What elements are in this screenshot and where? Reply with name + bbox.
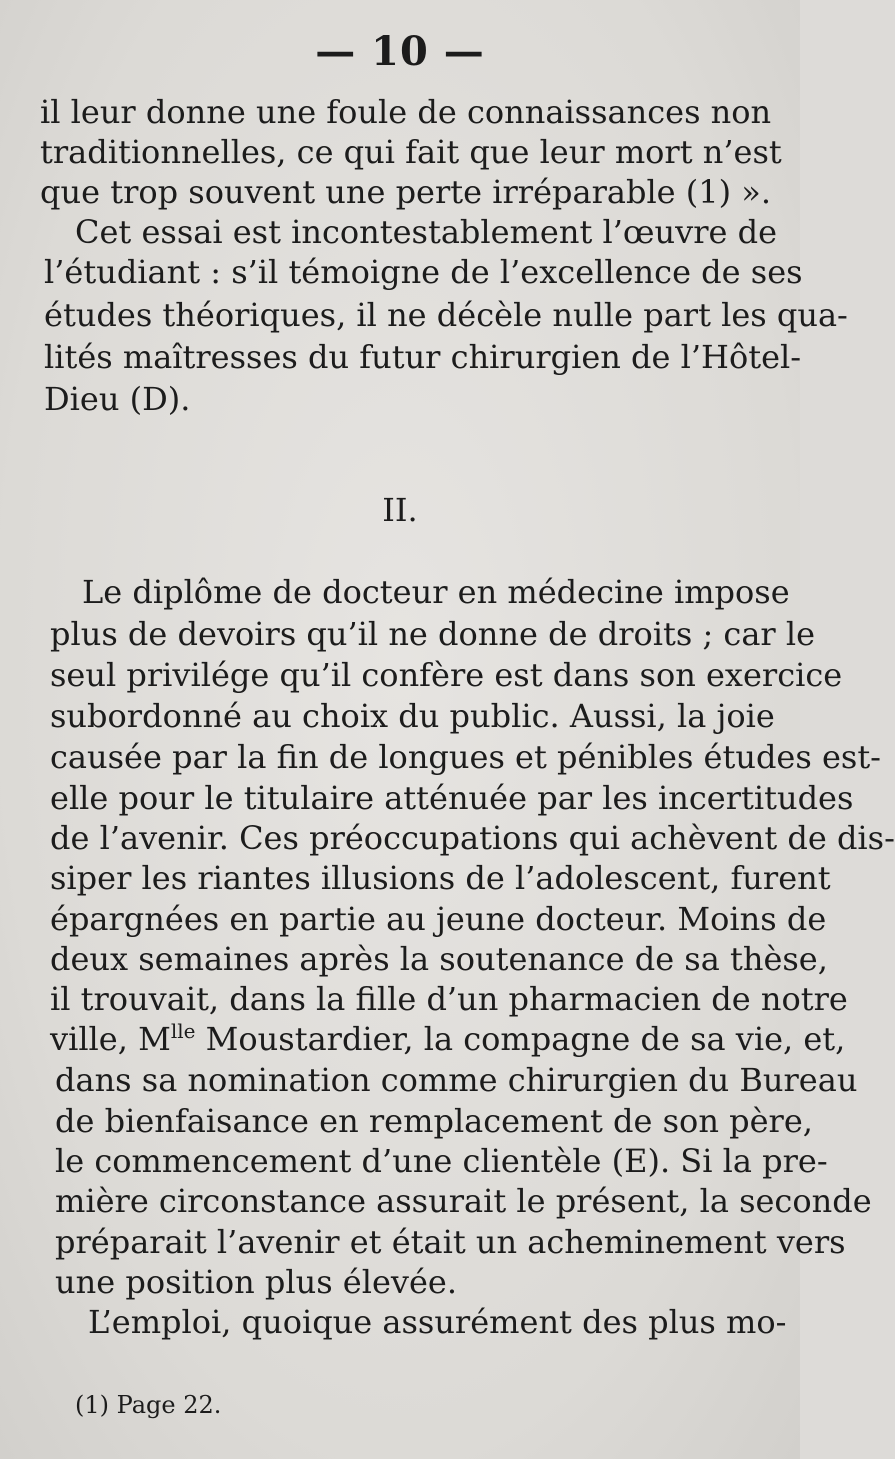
text-line: seul privilége qu’il confère est dans son exercice (50, 656, 843, 694)
superscript-abbrev: lle (170, 1019, 196, 1043)
text-line: épargnées en partie au jeune docteur. Moins de (50, 900, 827, 938)
text-line: mière circonstance assurait le présent, la seconde (55, 1182, 872, 1220)
text-fragment: ville, M (50, 1020, 171, 1058)
text-line: Cet essai est incontestablement l’œuvre de (75, 213, 778, 251)
text-line: le commencement d’une clientèle (E). Si la pre- (55, 1142, 828, 1180)
text-line: de bienfaisance en remplacement de son père, (55, 1102, 813, 1140)
text-line: plus de devoirs qu’il ne donne de droits ; car le (50, 615, 816, 653)
text-line: Dieu (D). (44, 380, 191, 418)
text-line-with-superscript (50, 1019, 846, 1059)
text-line: préparait l’avenir et était un acheminement vers (55, 1223, 846, 1261)
text-line: causée par la fin de longues et pénibles études est- (50, 738, 881, 776)
section-heading: II. (382, 491, 418, 529)
text-line: il leur donne une foule de connaissances non (40, 93, 772, 131)
page-number: — 10 — (315, 28, 485, 75)
text-line: traditionnelles, ce qui fait que leur mort n’est (40, 133, 782, 171)
text-line: dans sa nomination comme chirurgien du Bureau (55, 1061, 858, 1099)
text-line: études théoriques, il ne décèle nulle part les qua- (44, 296, 848, 334)
text-line: lités maîtresses du futur chirurgien de l’Hôtel- (44, 338, 802, 376)
text-line: subordonné au choix du public. Aussi, la joie (50, 697, 775, 735)
text-line: siper les riantes illusions de l’adolescent, furent (50, 859, 831, 897)
text-fragment: Moustardier, la compagne de sa vie, et, (195, 1020, 846, 1058)
text-line: elle pour le titulaire atténuée par les incertitudes (50, 779, 854, 817)
text-line: que trop souvent une perte irréparable (1) ». (40, 173, 772, 211)
text-line: il trouvait, dans la fille d’un pharmacien de notre (50, 980, 848, 1018)
text-line: une position plus élevée. (55, 1263, 458, 1301)
text-line: l’étudiant : s’il témoigne de l’excellence de ses (44, 253, 803, 291)
text-line: de l’avenir. Ces préoccupations qui achèvent de dis- (50, 819, 895, 857)
footnote: (1) Page 22. (75, 1391, 222, 1419)
text-line: Le diplôme de docteur en médecine impose (82, 573, 790, 611)
text-line: L’emploi, quoique assurément des plus mo- (88, 1303, 787, 1341)
text-line: deux semaines après la soutenance de sa thèse, (50, 940, 828, 978)
